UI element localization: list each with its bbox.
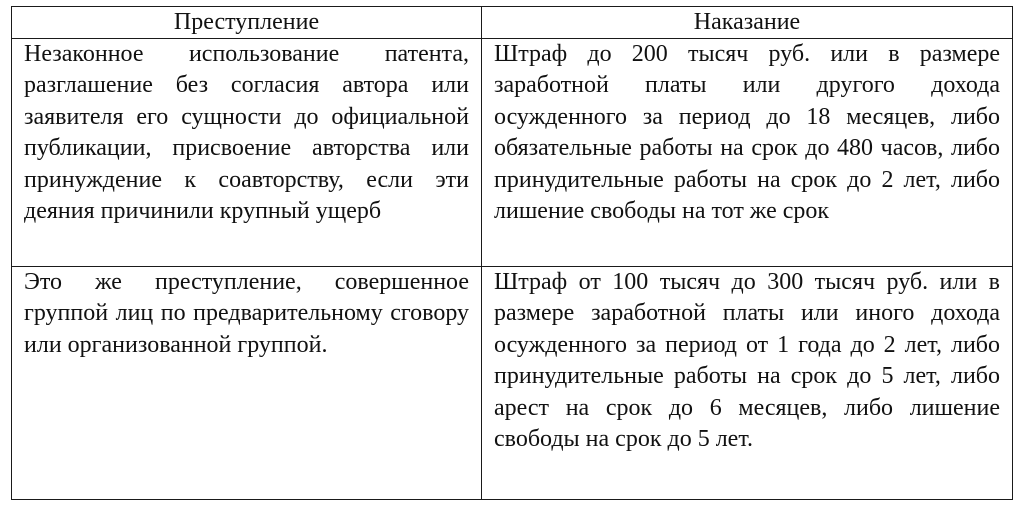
table-row xyxy=(12,267,1013,500)
crime-cell xyxy=(12,267,482,500)
header-punishment: Наказание xyxy=(482,7,1013,39)
crime-text: Это же преступление, совершенное группой лиц по предварительному сговору или организованной группой. xyxy=(24,269,469,358)
punishment-table xyxy=(11,6,1013,500)
punishment-cell xyxy=(482,267,1013,500)
header-crime: Преступление xyxy=(12,7,482,39)
punishment-text: Штраф до 200 тысяч руб. или в размере заработной платы или другого дохода осужденного за период до 18 месяцев, либо обязательные работы на срок до 480 часов, либо принудительные работы на срок до 2 лет, либо лишение свободы на тот же срок xyxy=(494,41,1000,225)
punishment-cell xyxy=(482,39,1013,267)
crime-text: Незаконное использование патента, разглашение без согласия автора или заявителя его сущности до официальной публикации, присвоение авторства или принуждение к соавторству, если эти деяния причинили крупный ущерб xyxy=(24,41,469,225)
table-row xyxy=(12,39,1013,267)
punishment-text: Штраф от 100 тысяч до 300 тысяч руб. или в размере заработной платы или иного дохода осужденного за период от 1 года до 2 лет, либо принудительные работы на срок до 5 лет, либо арест на срок до 6 месяцев, либо лишение свободы на срок до 5 лет. xyxy=(494,269,1000,453)
crime-cell xyxy=(12,39,482,267)
table-header-row xyxy=(12,7,1013,39)
